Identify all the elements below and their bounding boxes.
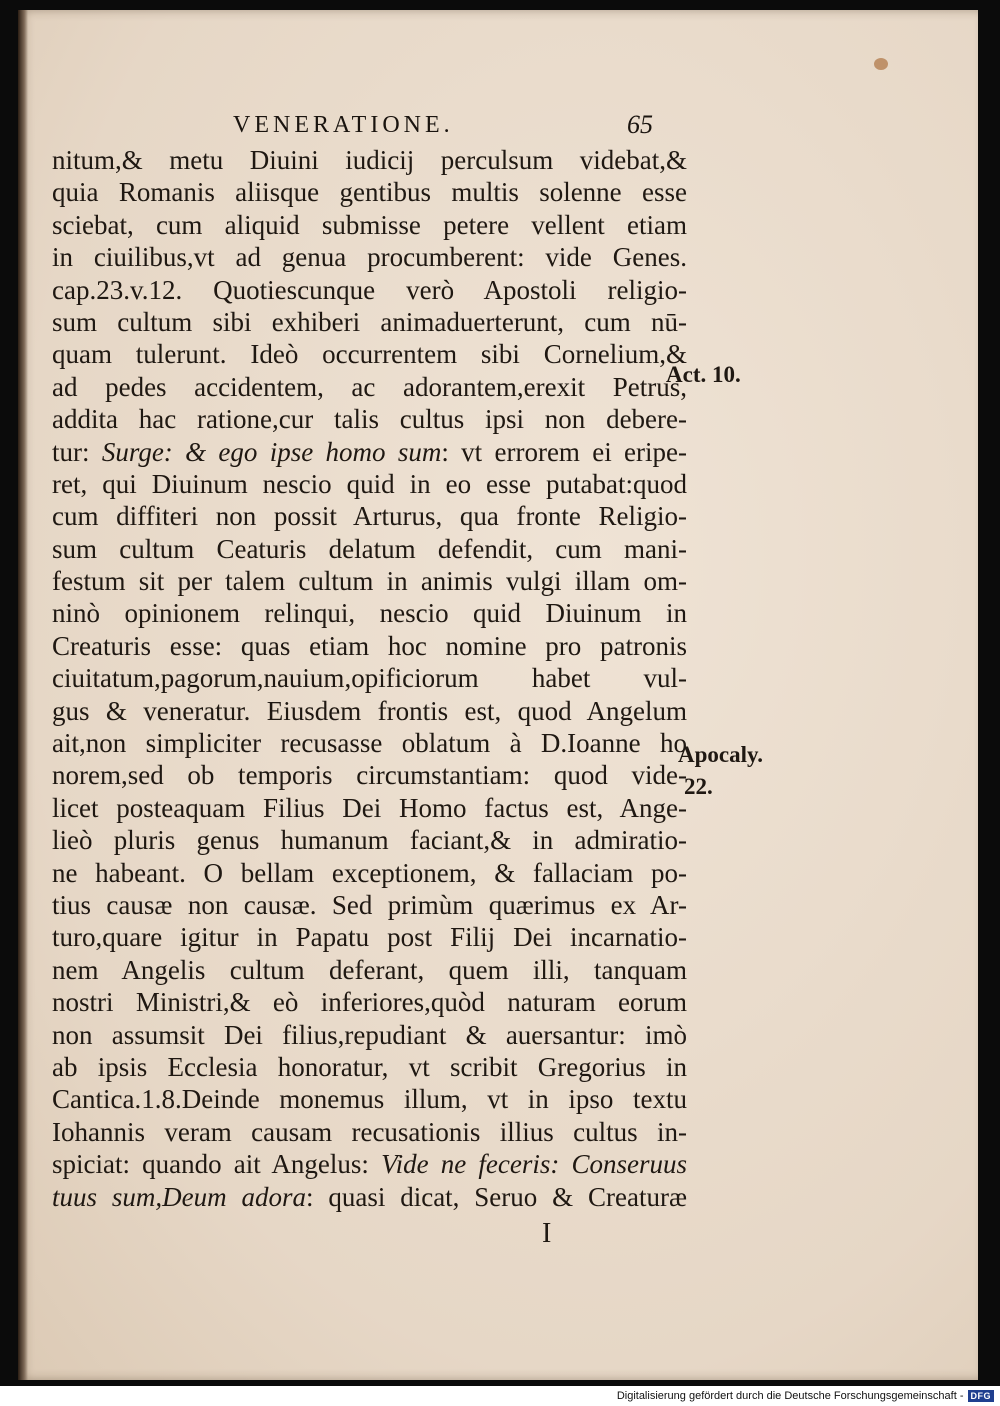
text-line: norem,sed ob temporis circumstantiam: quod vide- bbox=[52, 760, 687, 791]
text-line: sum cultum sibi exhiberi animaduerterunt, cum nū- bbox=[52, 306, 687, 337]
text-line: lieò pluris genus humanum faciant,& in admiratio- bbox=[52, 825, 687, 856]
page-number: 65 bbox=[627, 110, 653, 139]
dfg-logo: DFG bbox=[968, 1390, 995, 1402]
text-line: quia Romanis aliisque gentibus multis solenne esse bbox=[52, 177, 687, 208]
text-line: Creaturis esse: quas etiam hoc nomine pro patronis bbox=[52, 630, 687, 661]
text-line-with-italic: tuus sum,Deum adora: quasi dicat, Seruo & Creaturæ bbox=[52, 1181, 687, 1212]
text-line: licet posteaquam Filius Dei Homo factus est, Ange- bbox=[52, 792, 687, 823]
text-line: gus & veneratur. Eiusdem frontis est, quod Angelum bbox=[52, 695, 687, 726]
text-line: in ciuilibus,vt ad genua procumberent: vide Genes. bbox=[52, 242, 687, 273]
text-line: Cantica.1.8.Deinde monemus illum, vt in ipso textu bbox=[52, 1084, 687, 1115]
footer-text: Digitalisierung gefördert durch die Deutsche Forschungsgemeinschaft - bbox=[616, 1390, 964, 1402]
marginal-note-apocalypse: Apocaly. bbox=[678, 742, 763, 767]
text-line: ne habeant. O bellam exceptionem, & fallaciam po- bbox=[52, 857, 687, 888]
book-page bbox=[18, 10, 978, 1380]
text-line: ninò opinionem relinqui, nescio quid Diuinum in bbox=[52, 598, 687, 629]
page-gutter-shadow bbox=[18, 10, 28, 1380]
text-line: ciuitatum,pagorum,nauium,opificiorum habet vul- bbox=[52, 663, 687, 694]
paper-stain bbox=[874, 58, 888, 70]
text-line: ret, qui Diuinum nescio quid in eo esse putabat:quod bbox=[52, 468, 687, 499]
text-line: ait,non simpliciter recusasse oblatum à D.Ioanne ho bbox=[52, 728, 687, 759]
running-title: VENERATIONE. bbox=[233, 112, 454, 138]
text-line: nitum,& metu Diuini iudicij perculsum videbat,& bbox=[52, 145, 687, 175]
text-line: ad pedes accidentem, ac adorantem,erexit Petrus, bbox=[52, 371, 687, 402]
italic-quote: Surge: & ego ipse homo sum bbox=[101, 436, 442, 467]
text-line: sum cultum Ceaturis delatum defendit, cum mani- bbox=[52, 533, 687, 564]
text-line: sciebat, cum aliquid submisse petere vellent etiam bbox=[52, 209, 687, 240]
text-line: turo,quare igitur in Papatu post Filij Dei incarnatio- bbox=[52, 922, 687, 953]
text-line: non assumsit Dei filius,repudiant & auersantur: imò bbox=[52, 1019, 687, 1050]
marginal-note-act: Act. 10. bbox=[666, 362, 741, 387]
marginal-note-apocalypse-chapter: 22. bbox=[684, 774, 713, 799]
text-line-with-italic: tur: Surge: & ego ipse homo sum: vt errorem ei eripe- bbox=[52, 436, 687, 467]
footer-credit bbox=[617, 1386, 994, 1406]
text-line: cap.23.v.12. Quotiescunque verò Apostoli religio- bbox=[52, 274, 687, 305]
text-line: ab ipsis Ecclesia honoratur, vt scribit Gregorius in bbox=[52, 1051, 687, 1082]
signature-mark: I bbox=[542, 1218, 552, 1249]
text-line: addita hac ratione,cur talis cultus ipsi non debere- bbox=[52, 404, 687, 435]
text-line: quam tulerunt. Ideò occurrentem sibi Cornelium,& bbox=[52, 339, 687, 370]
text-line: Iohannis veram causam recusationis illius cultus in- bbox=[52, 1116, 687, 1147]
page-header bbox=[233, 110, 653, 146]
text-line: cum diffiteri non possit Arturus, qua fronte Religio- bbox=[52, 501, 687, 532]
text-line: nostri Ministri,& eò inferiores,quòd naturam eorum bbox=[52, 987, 687, 1018]
text-line: nem Angelis cultum deferant, quem illi, tanquam bbox=[52, 954, 687, 985]
italic-quote: tuus sum,Deum adora bbox=[52, 1181, 306, 1212]
text-line: festum sit per talem cultum in animis vulgi illam om- bbox=[52, 566, 687, 597]
body-text bbox=[52, 144, 687, 1213]
text-line-with-italic: spiciat: quando ait Angelus: Vide ne feceris: Conseruus bbox=[52, 1149, 687, 1180]
text-line: tius causæ non causæ. Sed primùm quærimus ex Ar- bbox=[52, 889, 687, 920]
italic-quote: Vide ne feceris: Conseruus bbox=[381, 1149, 687, 1180]
